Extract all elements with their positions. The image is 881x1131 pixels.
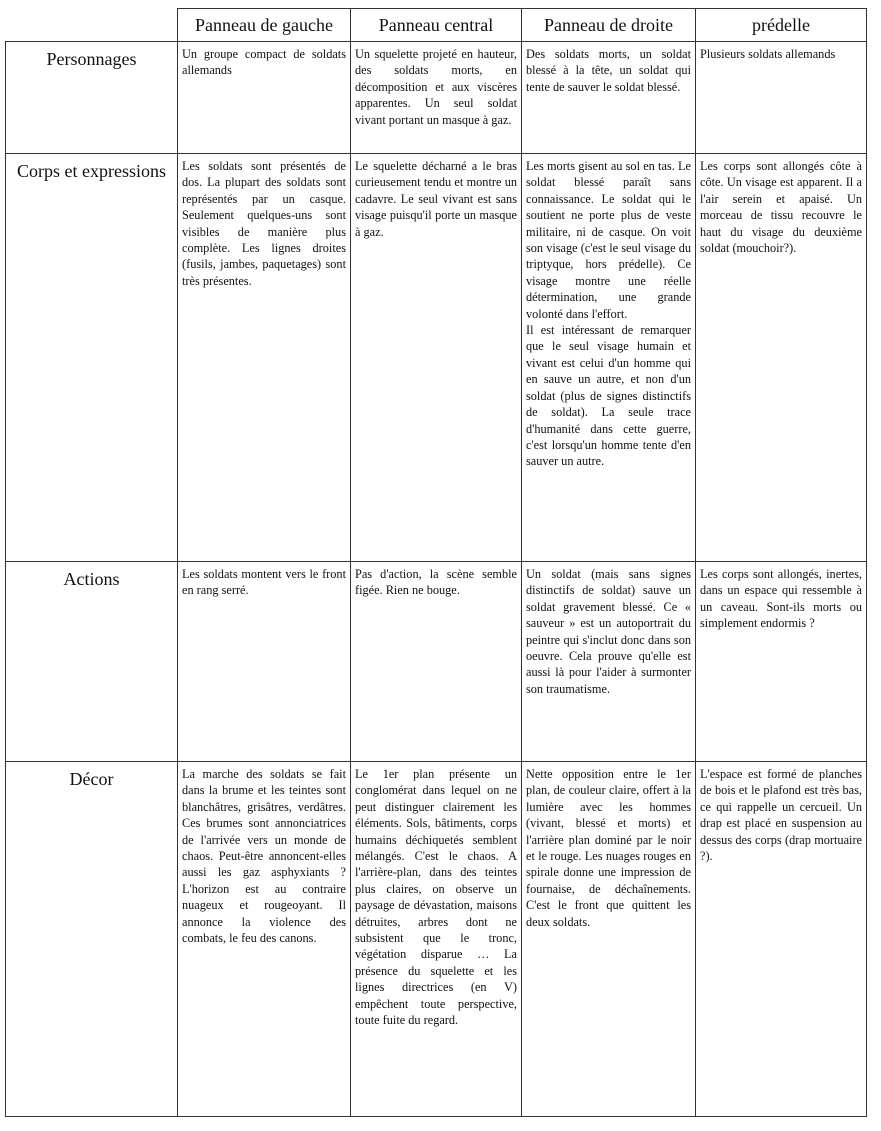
table-cell: Pas d'action, la scène semble figée. Rien ne bouge. bbox=[351, 562, 522, 762]
table-row-decor bbox=[6, 762, 867, 1117]
row-header-actions: Actions bbox=[6, 562, 178, 762]
table-cell: La marche des soldats se fait dans la brume et les teintes sont blanchâtres, grisâtres, verdâtres. Ces brumes sont annonciatrices de l'arrivée vers un monde de chaos. Peut-être annoncent-elles aussi les gaz asphyxiants ? L'horizon est au contraire nuageux et rougeoyant. Il annonce la violence des combats, le feu des canons. bbox=[178, 762, 351, 1117]
table-cell: Les corps sont allongés, inertes, dans un espace qui ressemble à un caveau. Sont-ils morts ou simplement endormis ? bbox=[696, 562, 867, 762]
table-cell bbox=[522, 154, 696, 562]
column-header-right-panel: Panneau de droite bbox=[522, 9, 696, 42]
table-cell: Un soldat (mais sans signes distinctifs de soldat) sauve un soldat gravement blessé. Ce « sauveur » est un autoportrait du peintre qui s'inclut donc dans son oeuvre. Cela prouve qu'elle est aussi là pour l'aider à surmonter son traumatisme. bbox=[522, 562, 696, 762]
row-header-personnages: Personnages bbox=[6, 42, 178, 154]
table-row-corps-expressions bbox=[6, 154, 867, 562]
cell-paragraph: Les morts gisent au sol en tas. Le soldat blessé paraît sans connaissance. Le soldat qui le soutient ne porte plus de veste militaire, ni de casque. On voit son visage (c'est le seul visage du triptyque, hors prédelle). Ce visage montre une réelle détermination, une grande volonté dans l'effort. bbox=[526, 159, 691, 321]
analysis-table bbox=[5, 8, 867, 1117]
table-cell: L'espace est formé de planches de bois et le plafond est très bas, ce qui rappelle un cercueil. Un drap est placé en suspension au dessus des corps (drap mortuaire ?). bbox=[696, 762, 867, 1117]
table-cell: Un groupe compact de soldats allemands bbox=[178, 42, 351, 154]
table-row-actions bbox=[6, 562, 867, 762]
table-cell: Les soldats montent vers le front en rang serré. bbox=[178, 562, 351, 762]
column-header-left-panel: Panneau de gauche bbox=[178, 9, 351, 42]
row-header-corps-expressions: Corps et expressions bbox=[6, 154, 178, 562]
table-row-personnages bbox=[6, 42, 867, 154]
corner-cell bbox=[6, 9, 178, 42]
table-cell: Les soldats sont présentés de dos. La plupart des soldats sont représentés par un casque. Seulement quelques-uns sont visibles de manière plus complète. Les lignes droites (fusils, jambes, paquetages) sont très présentes. bbox=[178, 154, 351, 562]
table-cell: Le squelette décharné a le bras curieusement tendu et montre un cadavre. Le seul vivant est sans visage puisqu'il porte un masque à gaz. bbox=[351, 154, 522, 562]
cell-paragraph: Il est intéressant de remarquer que le seul visage humain et vivant est celui d'un homme qui en sauve un autre, et non d'un soldat (plus de signes distinctifs de soldat). La seule trace d'humanité dans cette guerre, c'est lorsqu'un homme tente d'en sauver un autre. bbox=[526, 323, 691, 469]
table-cell: Un squelette projeté en hauteur, des soldats morts, en décomposition et aux viscères apparentes. Un seul soldat vivant portant un masque à gaz. bbox=[351, 42, 522, 154]
row-header-decor: Décor bbox=[6, 762, 178, 1117]
column-header-predella: prédelle bbox=[696, 9, 867, 42]
table-cell: Nette opposition entre le 1er plan, de couleur claire, offert à la lumière avec les hommes (vivant, blessé et morts) et l'arrière plan dominé par le noir et le rouge. Les nuages rouges en spirale donne une impression de fournaise, de déchaînements. C'est le front que quittent les deux soldats. bbox=[522, 762, 696, 1117]
table-cell: Les corps sont allongés côte à côte. Un visage est apparent. Il a l'air serein et apaisé. Un morceau de tissu recouvre le haut du visage du deuxième soldat (mouchoir?). bbox=[696, 154, 867, 562]
column-header-central-panel: Panneau central bbox=[351, 9, 522, 42]
table-cell: Plusieurs soldats allemands bbox=[696, 42, 867, 154]
header-row bbox=[6, 9, 867, 42]
table-cell: Des soldats morts, un soldat blessé à la tête, un soldat qui tente de sauver le soldat blessé. bbox=[522, 42, 696, 154]
table-cell: Le 1er plan présente un conglomérat dans lequel on ne peut distinguer clairement les éléments. Sols, bâtiments, corps humains déchiquetés semblent mélangés. C'est le chaos. A l'arrière-plan, dans des teintes plus claires, on observe un paysage de dévastation, maisons détruites, arbres dont ne subsistent que le tronc, végétation disparue … La présence du squelette et les lignes directrices (en V) empêchent toute perspective, toute fuite du regard. bbox=[351, 762, 522, 1117]
